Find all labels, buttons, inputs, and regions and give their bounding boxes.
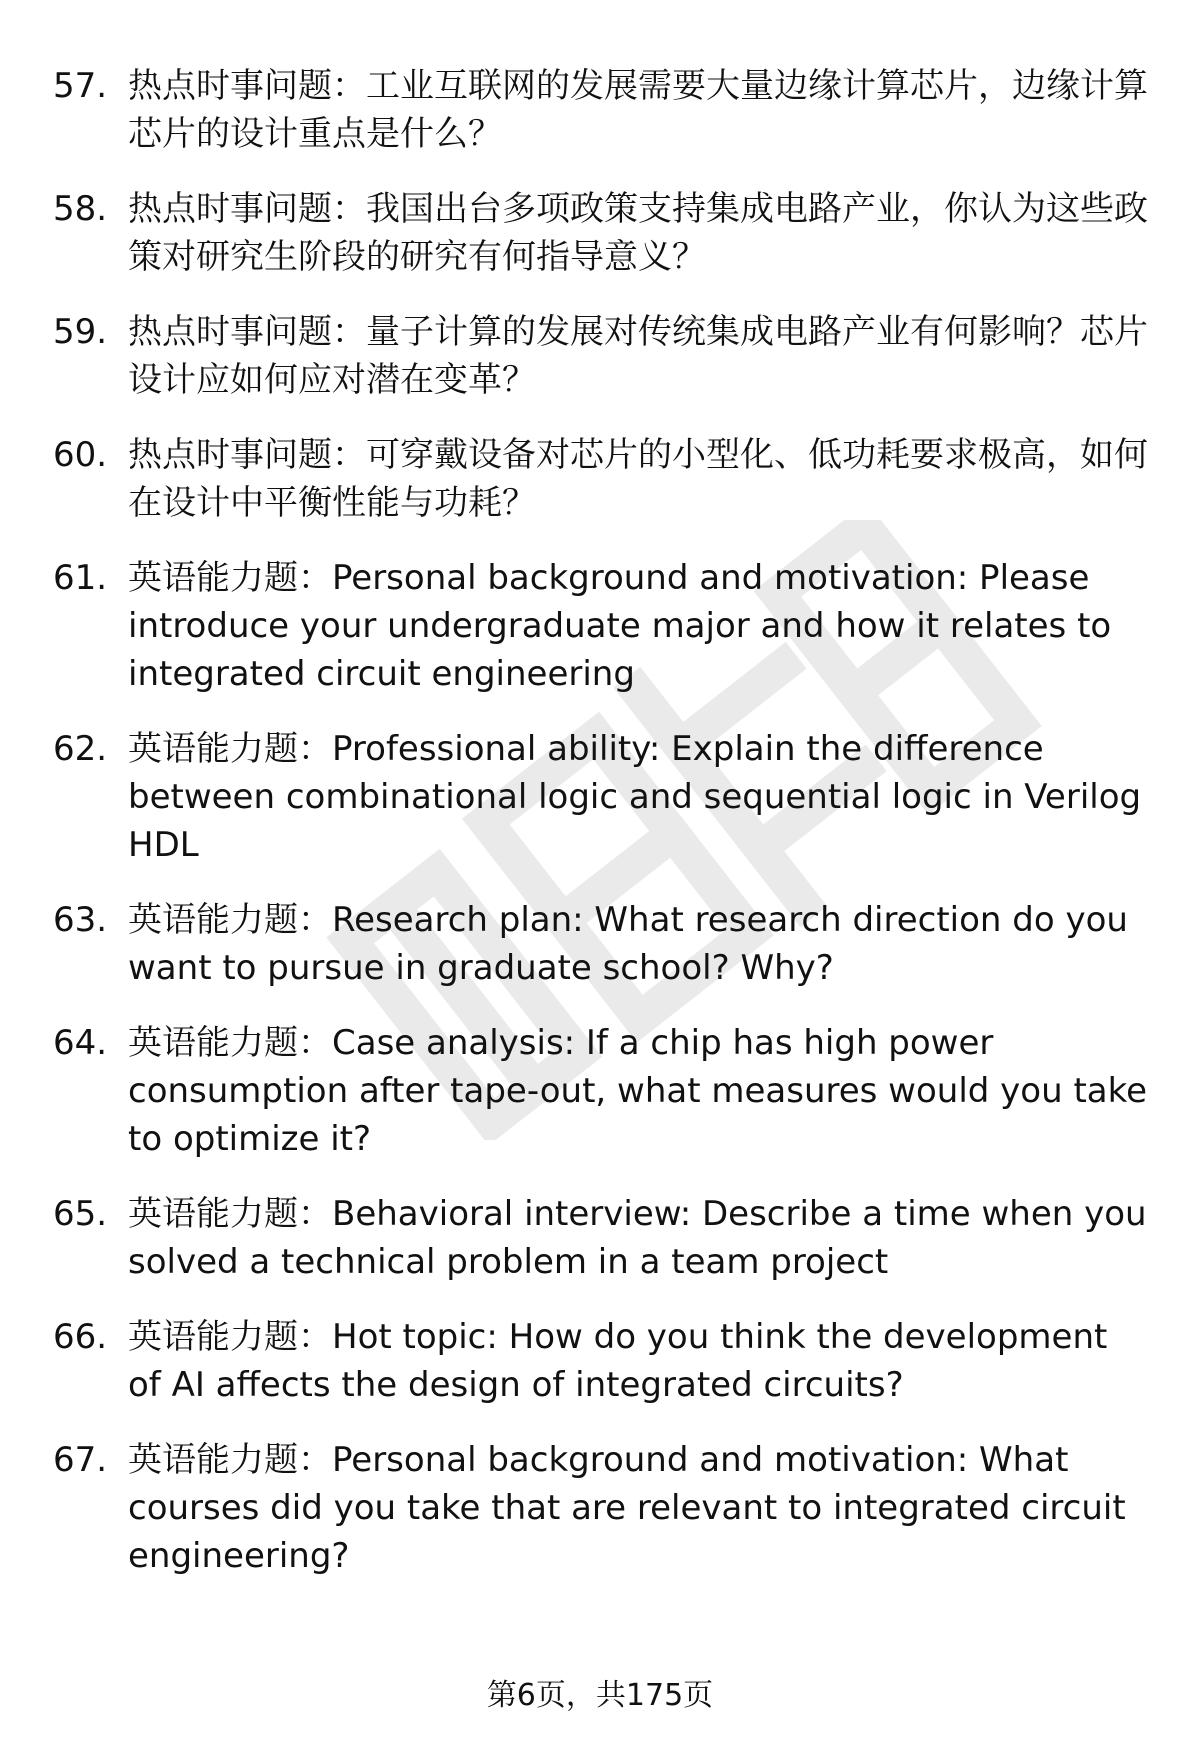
question-number: 66. xyxy=(53,1317,108,1357)
question-text: 英语能力题：Personal background and motivation: Please introduce your undergraduate major and how it relates to integrated circuit engineering xyxy=(128,558,1112,694)
question-item xyxy=(0,431,1200,527)
question-text: 英语能力题：Behavioral interview: Describe a time when you solved a technical problem in a team project xyxy=(128,1194,1147,1282)
question-number: 67. xyxy=(53,1440,108,1480)
question-text: 热点时事问题：量子计算的发展对传统集成电路产业有何影响？芯片设计应如何应对潜在变革？ xyxy=(128,312,1148,400)
question-text: 英语能力题：Personal background and motivation: What courses did you take that are relevant to integrated circuit engineering? xyxy=(128,1440,1126,1576)
question-text: 英语能力题：Research plan: What research direction do you want to pursue in graduate school? Why? xyxy=(128,900,1128,988)
question-item xyxy=(0,308,1200,404)
question-number: 57. xyxy=(53,66,108,106)
question-item xyxy=(0,185,1200,281)
question-item xyxy=(0,1436,1200,1580)
question-item xyxy=(0,1313,1200,1409)
page-footer: 第6页，共175页 xyxy=(486,1678,714,1713)
question-number: 60. xyxy=(53,435,108,475)
question-number: 58. xyxy=(53,189,108,229)
question-number: 64. xyxy=(53,1023,108,1063)
question-text: 英语能力题：Professional ability: Explain the difference between combinational logic and sequential logic in Verilog HDL xyxy=(128,729,1142,865)
question-number: 62. xyxy=(53,729,108,769)
question-text: 英语能力题：Hot topic: How do you think the development of AI affects the design of integrated circuits? xyxy=(128,1317,1108,1405)
question-item xyxy=(0,62,1200,158)
question-text: 热点时事问题：我国出台多项政策支持集成电路产业，你认为这些政策对研究生阶段的研究有何指导意义？ xyxy=(128,189,1148,277)
question-item xyxy=(0,896,1200,992)
question-list xyxy=(0,62,1200,1604)
question-text: 英语能力题：Case analysis: If a chip has high power consumption after tape-out, what measures would you take to optimize it? xyxy=(128,1023,1148,1159)
question-item xyxy=(0,1190,1200,1286)
question-number: 59. xyxy=(53,312,108,352)
question-text: 热点时事问题：工业互联网的发展需要大量边缘计算芯片，边缘计算芯片的设计重点是什么？ xyxy=(128,66,1148,154)
question-text: 热点时事问题：可穿戴设备对芯片的小型化、低功耗要求极高，如何在设计中平衡性能与功耗？ xyxy=(128,435,1148,523)
question-number: 63. xyxy=(53,900,108,940)
question-number: 65. xyxy=(53,1194,108,1234)
question-number: 61. xyxy=(53,558,108,598)
question-item xyxy=(0,554,1200,698)
question-item xyxy=(0,1019,1200,1163)
question-item xyxy=(0,725,1200,869)
